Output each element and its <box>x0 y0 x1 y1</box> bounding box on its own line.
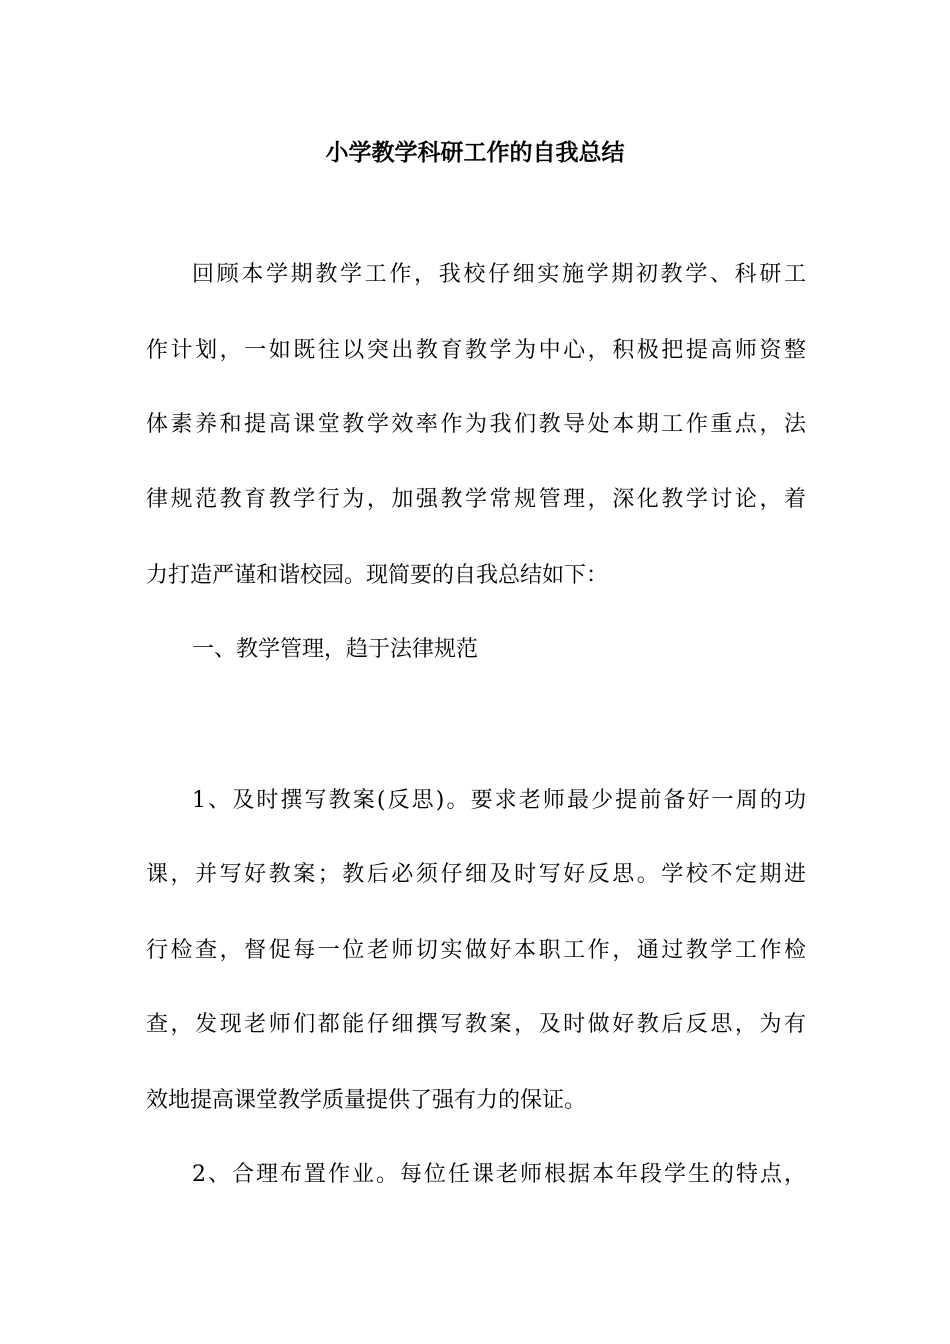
paragraph-1-line-3: 体素养和提高课堂教学效率作为我们教导处本期工作重点，法 <box>146 412 806 437</box>
paragraph-1-line-5: 力打造严谨和谐校园。现简要的自我总结如下： <box>146 563 609 588</box>
paragraph-3-line-1: 2、合理布置作业。每位任课老师根据本年段学生的特点， <box>192 1162 806 1187</box>
paragraph-2-line-1: 1、及时撰写教案(反思)。要求老师最少提前备好一周的功 <box>192 788 806 813</box>
paragraph-2-line-5: 效地提高课堂教学质量提供了强有力的保证。 <box>146 1088 587 1113</box>
section-heading-1: 一、教学管理，趋于法律规范 <box>192 637 479 662</box>
paragraph-1-line-4: 律规范教育教学行为，加强教学常规管理，深化教学讨论，着 <box>146 487 806 512</box>
paragraph-2-line-2: 课，并写好教案；教后必须仔细及时写好反思。学校不定期进 <box>146 862 806 887</box>
document-title: 小学教学科研工作的自我总结 <box>325 139 625 166</box>
paragraph-2-line-4: 查，发现老师们都能仔细撰写教案，及时做好教后反思，为有 <box>146 1012 806 1037</box>
paragraph-1-line-1: 回顾本学期教学工作，我校仔细实施学期初教学、科研工 <box>192 262 806 287</box>
paragraph-1-line-2: 作计划，一如既往以突出教育教学为中心，积极把提高师资整 <box>146 338 806 363</box>
paragraph-2-line-3: 行检查，督促每一位老师切实做好本职工作，通过教学工作检 <box>146 938 806 963</box>
